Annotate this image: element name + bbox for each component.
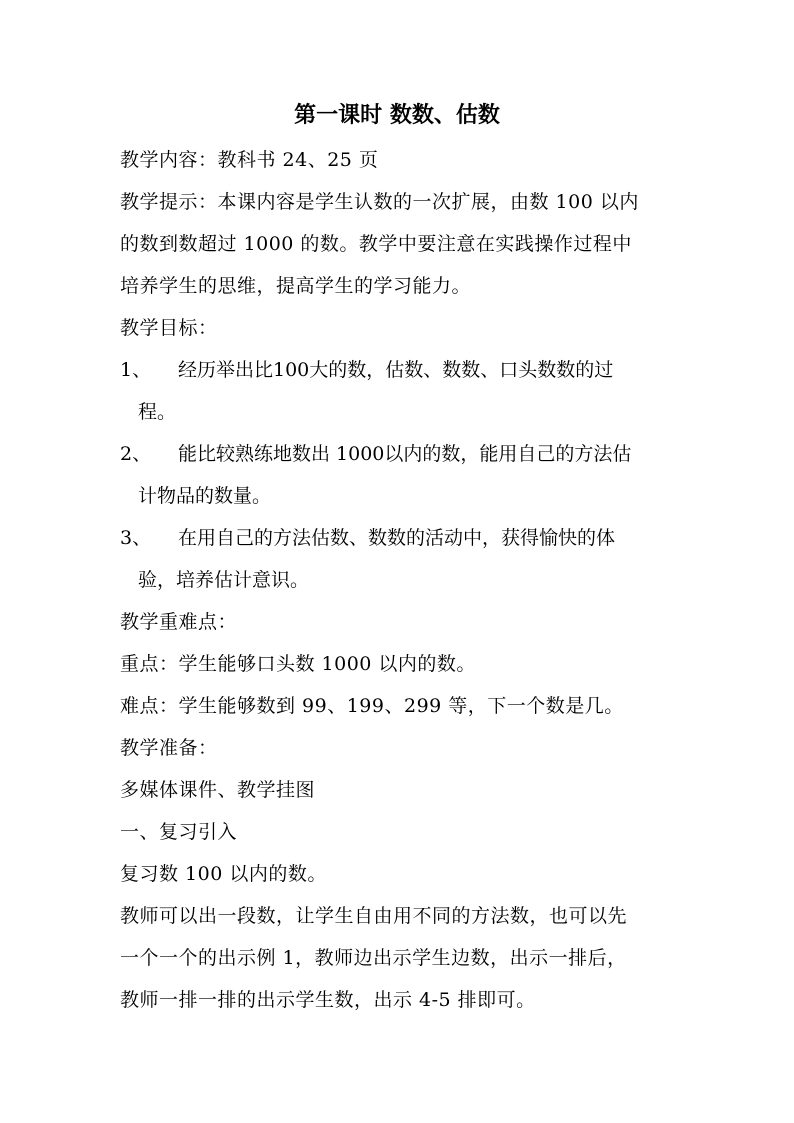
paragraph-line-2: 一个一个的出示例 1，教师边出示学生边数，出示一排后， <box>120 947 627 969</box>
teaching-hint-line-3: 培养学生的思维，提高学生的学习能力。 <box>120 275 472 297</box>
goal-text-2: 能比较熟练地数出 1000以内的数，能用自己的方法估 <box>178 443 632 465</box>
goals-heading: 教学目标： <box>120 317 218 339</box>
prep-heading: 教学准备： <box>120 737 218 759</box>
goal-number-2: 2、 <box>120 443 152 465</box>
goal-text-1-cont: 程。 <box>138 401 177 423</box>
teaching-hint-line-1: 教学提示：本课内容是学生认数的一次扩展，由数 100 以内 <box>120 191 639 213</box>
prep-materials: 多媒体课件、教学挂图 <box>120 779 316 801</box>
lesson-title: 第一课时 数数、估数 <box>294 102 500 128</box>
goal-text-3: 在用自己的方法估数、数数的活动中，获得愉快的体 <box>178 527 616 549</box>
paragraph-line-3: 教师一排一排的出示学生数，出示 4-5 排即可。 <box>120 989 536 1011</box>
teaching-hint-line-2: 的数到数超过 1000 的数。教学中要注意在实践操作过程中 <box>120 233 632 255</box>
paragraph-line-1: 教师可以出一段数，让学生自由用不同的方法数，也可以先 <box>120 905 628 927</box>
goal-number-1: 1、 <box>120 359 152 381</box>
section-heading-review: 一、复习引入 <box>120 821 238 843</box>
goal-text-2-cont: 计物品的数量。 <box>138 485 272 507</box>
teaching-content: 教学内容：教科书 24、25 页 <box>120 149 379 171</box>
key-point: 重点：学生能够口头数 1000 以内的数。 <box>120 653 476 675</box>
review-text: 复习数 100 以内的数。 <box>120 863 327 885</box>
key-heading: 教学重难点： <box>120 611 238 633</box>
difficulty-point: 难点：学生能够数到 99、199、299 等，下一个数是几。 <box>120 695 624 717</box>
goal-text-3-cont: 验，培养估计意识。 <box>138 569 310 591</box>
goal-text-1: 经历举出比100大的数，估数、数数、口头数数的过 <box>178 359 614 381</box>
goal-number-3: 3、 <box>120 527 152 549</box>
